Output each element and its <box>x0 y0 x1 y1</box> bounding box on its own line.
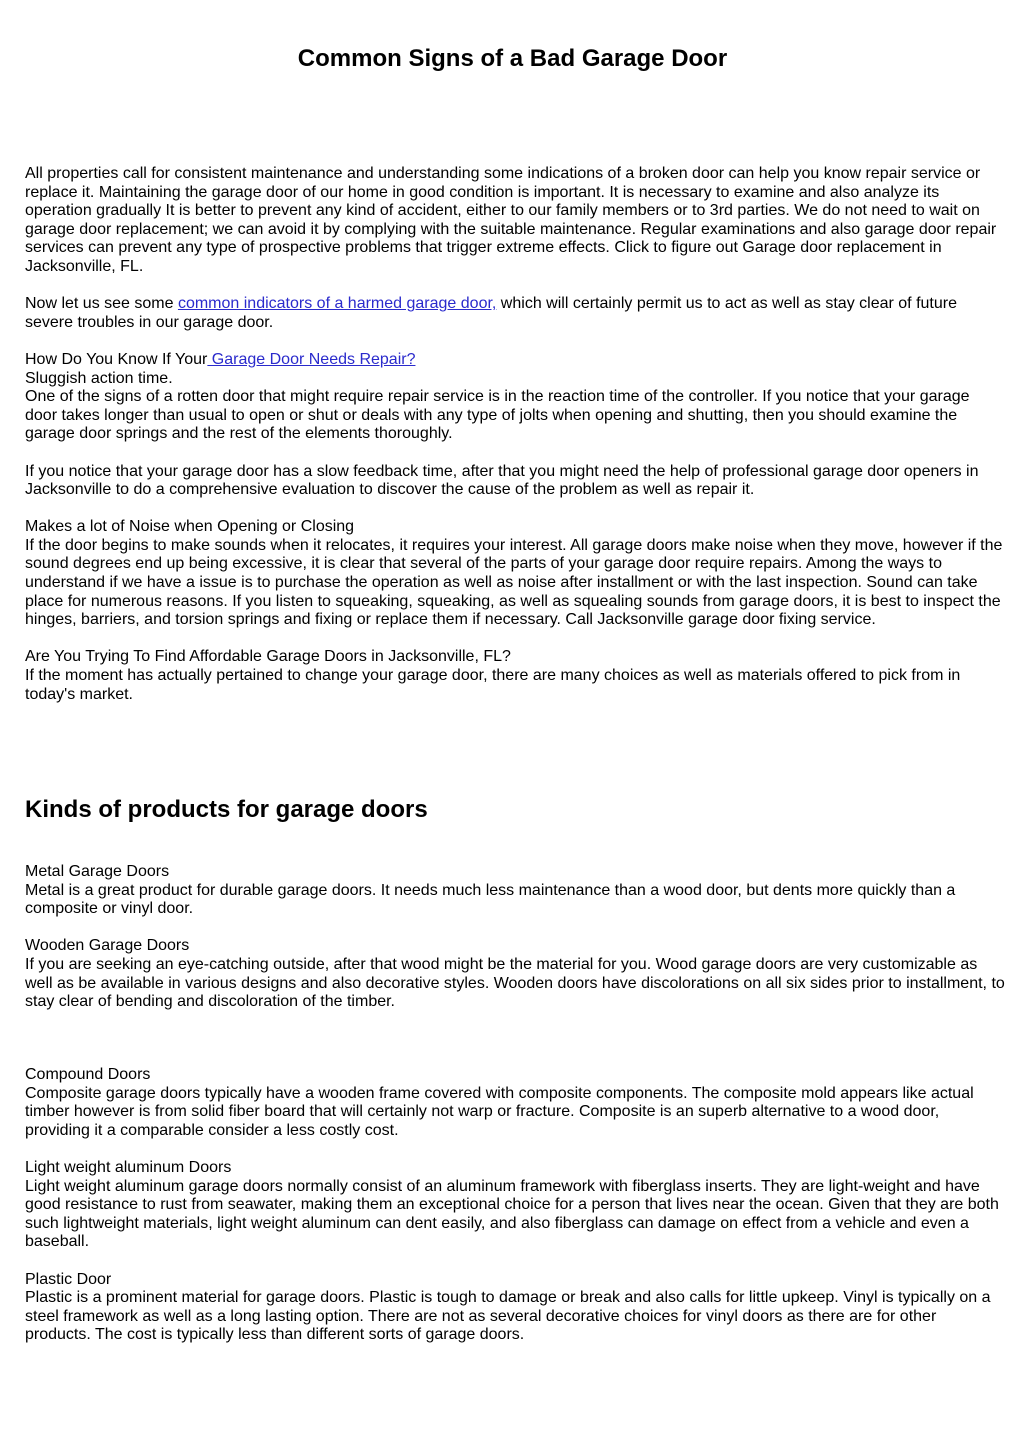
intro-paragraph-2 <box>25 295 1005 332</box>
affordable-heading: Are You Trying To Find Affordable Garage Doors in Jacksonville, FL? <box>25 648 511 666</box>
intro-paragraph-2-text-before: Now let us see some <box>25 295 178 313</box>
compound-text: Composite garage doors typically have a wooden frame covered with composite components. The composite mold appears like actual timber however is from solid fiber board that will certainly not warp or fracture. Composite is an superb alternative to a wood door, providing it a comparable consider a less costly cost. <box>25 1084 974 1139</box>
wood-text: If you are seeking an eye-catching outside, after that wood might be the material for you. Wood garage doors are very customizable as well as be available in various designs and also decorative styles. Wooden doors have discolorations on all six sides prior to installment, to stay clear of bending and discoloration of the timber. <box>25 955 1005 1011</box>
slow-feedback-paragraph: If you notice that your garage door has a slow feedback time, after that you might need the help of professional garage door openers in Jacksonville to do a comprehensive evaluation to discover the cause of the problem as well as repair it. <box>25 462 979 499</box>
products-heading: Kinds of products for garage doors <box>25 796 428 823</box>
sluggish-action-text: One of the signs of a rotten door that might require repair service is in the reaction time of the controller. If you notice that your garage door takes longer than usual to open or shut or deals with any type of jolts when opening and shutting, then you should examine the garage door springs and the rest of the elements thoroughly. <box>25 388 970 443</box>
aluminum-text: Light weight aluminum garage doors normally consist of an aluminum framework with fiberglass inserts. They are light-weight and have good resistance to rust from seawater, making them an exceptional choice for a person that lives near the ocean. Given that they are both such lightweight materials, light weight aluminum can dent easily, and also fiberglass can damage on effect from a vehicle and even a baseball. <box>25 1177 999 1251</box>
repair-heading-line <box>25 351 1005 370</box>
page-title: Common Signs of a Bad Garage Door <box>297 45 728 72</box>
noise-text: If the door begins to make sounds when it relocates, it requires your interest. All garage doors make noise when they move, however if the sound degrees end up being excessive, it is clear that several of the parts of your garage door require repairs. Among the ways to understand if we have a issue is to purchase the operation as well as noise after installment or with the last inspection. Sound can take place for numerous reasons. If you listen to squeaking, squeaking, as well as squealing sounds from garage doors, it is best to inspect the hinges, barriers, and torsion springs and fixing or replace them if necessary. Call Jacksonville garage door fixing service. <box>25 536 1003 629</box>
repair-heading-text: How Do You Know If Your <box>25 350 208 368</box>
products-block-1 <box>25 863 1005 1030</box>
intro-paragraph-2-text-after: which will certainly permit us to act as well as stay clear of future severe troubles in our garage door. <box>25 295 957 331</box>
wood-section <box>25 937 1005 1011</box>
aluminum-section <box>25 1159 1005 1252</box>
compound-heading: Compound Doors <box>25 1066 151 1083</box>
garage-door-repair-link[interactable]: Garage Door Needs Repair? <box>207 350 416 368</box>
repair-section <box>25 351 1005 444</box>
metal-heading: Metal Garage Doors <box>25 863 170 880</box>
products-block-2 <box>25 1066 1005 1364</box>
harmed-garage-door-link[interactable]: common indicators of a harmed garage door, <box>177 295 497 313</box>
metal-section <box>25 863 1005 919</box>
affordable-text: If the moment has actually pertained to change your garage door, there are many choices as well as materials offered to pick from in today's market. <box>25 667 961 703</box>
plastic-section <box>25 1271 1005 1345</box>
intro-block <box>25 165 1005 723</box>
intro-paragraph-1: All properties call for consistent maintenance and understanding some indications of a broken door can help you know repair service or replace it. Maintaining the garage door of our home in good condition is important. It is necessary to examine and also analyze its operation gradually It is better to prevent any kind of accident, either to our family members or to 3rd parties. We do not need to wait on garage door replacement; we can avoid it by complying with the suitable maintenance. Regular examinations and also garage door repair services can prevent any type of prospective problems that trigger extreme effects. Click to figure out Garage door replacement in Jacksonville, FL. <box>25 165 997 275</box>
aluminum-heading: Light weight aluminum Doors <box>25 1158 232 1176</box>
plastic-text: Plastic is a prominent material for garage doors. Plastic is tough to damage or break and also calls for little upkeep. Vinyl is typically on a steel framework as well as a long lasting option. There are not as several decorative choices for vinyl doors as there are for other products. The cost is typically less than different sorts of garage doors. <box>25 1289 991 1344</box>
affordable-section <box>25 648 1005 704</box>
noise-section <box>25 518 1005 630</box>
wood-heading: Wooden Garage Doors <box>25 937 190 955</box>
sluggish-action-heading: Sluggish action time. <box>25 369 173 387</box>
metal-text: Metal is a great product for durable garage doors. It needs much less maintenance than a wood door, but dents more quickly than a composite or vinyl door. <box>25 881 956 918</box>
compound-section <box>25 1066 1005 1140</box>
plastic-heading: Plastic Door <box>25 1270 112 1288</box>
noise-heading: Makes a lot of Noise when Opening or Closing <box>25 518 355 536</box>
